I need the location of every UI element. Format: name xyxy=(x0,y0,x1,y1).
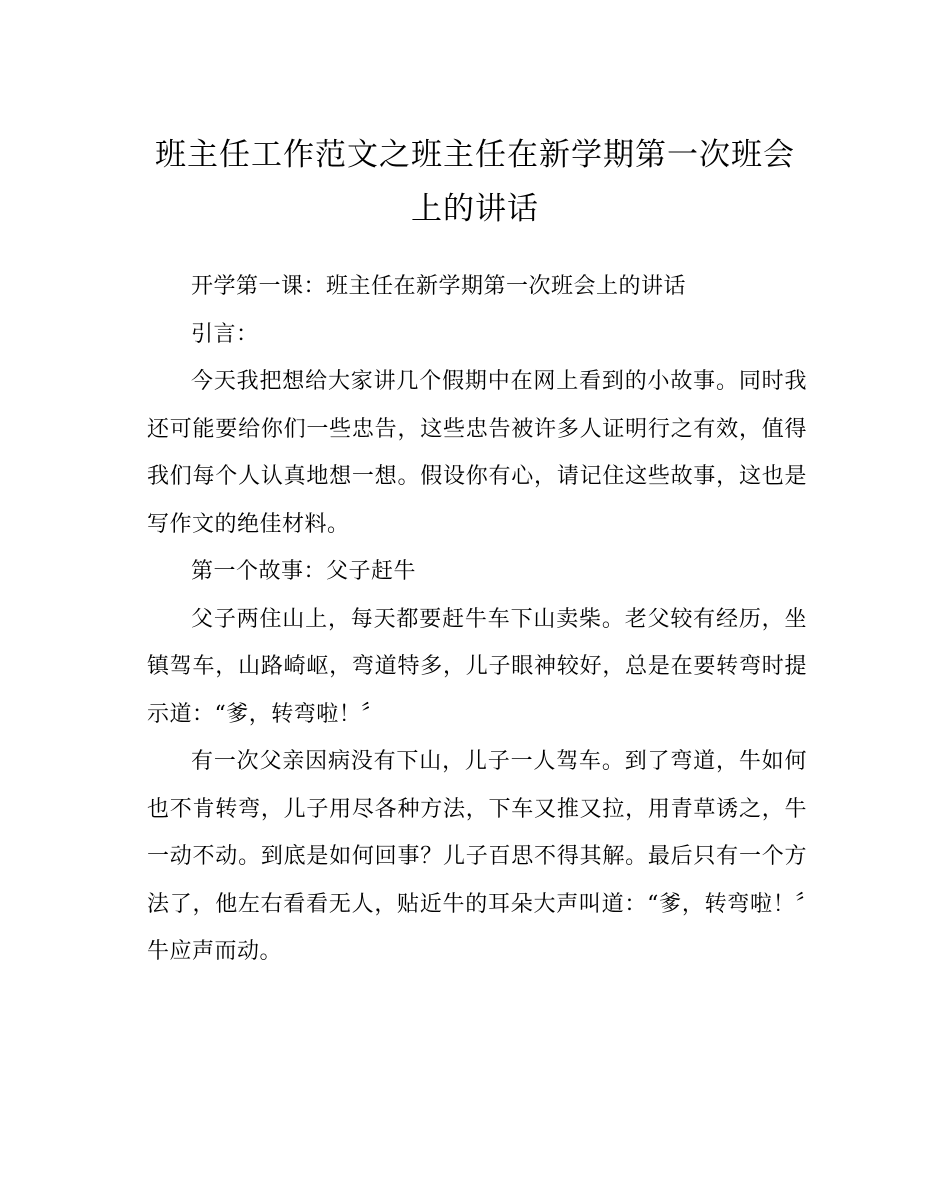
story-paragraph: 父子两住山上，每天都要赶牛车下山卖柴。老父较有经历，坐镇驾车，山路崎岖，弯道特多，儿子眼神较好，总是在要转弯时提示道：“爹，转弯啦！〞 xyxy=(147,606,807,727)
intro-paragraph: 今天我把想给大家讲几个假期中在网上看到的小故事。同时我还可能要给你们一些忠告，这些忠告被许多人证明行之有效，值得我们每个人认真地想一想。假设你有心，请记住这些故事，这也是写作文的绝佳材料。 xyxy=(147,369,807,537)
story-paragraph: 有一次父亲因病没有下山，儿子一人驾车。到了弯道，牛如何也不肯转弯，儿子用尽各种方法，下车又推又拉，用青草诱之，牛一动不动。到底是如何回事？儿子百思不得其解。最后只有一个方法了，他左右看看无人，贴近牛的耳朵大声叫道：“爹，转弯啦！〞牛应声而动。 xyxy=(147,749,807,964)
document-title: 班主任工作范文之班主任在新学期第一次班会上的讲话 xyxy=(155,137,795,227)
document-body xyxy=(147,263,807,976)
intro-label: 引言： xyxy=(191,321,259,347)
subtitle-paragraph: 开学第一课：班主任在新学期第一次班会上的讲话 xyxy=(191,274,687,299)
story-heading: 第一个故事：父子赶牛 xyxy=(191,559,417,584)
